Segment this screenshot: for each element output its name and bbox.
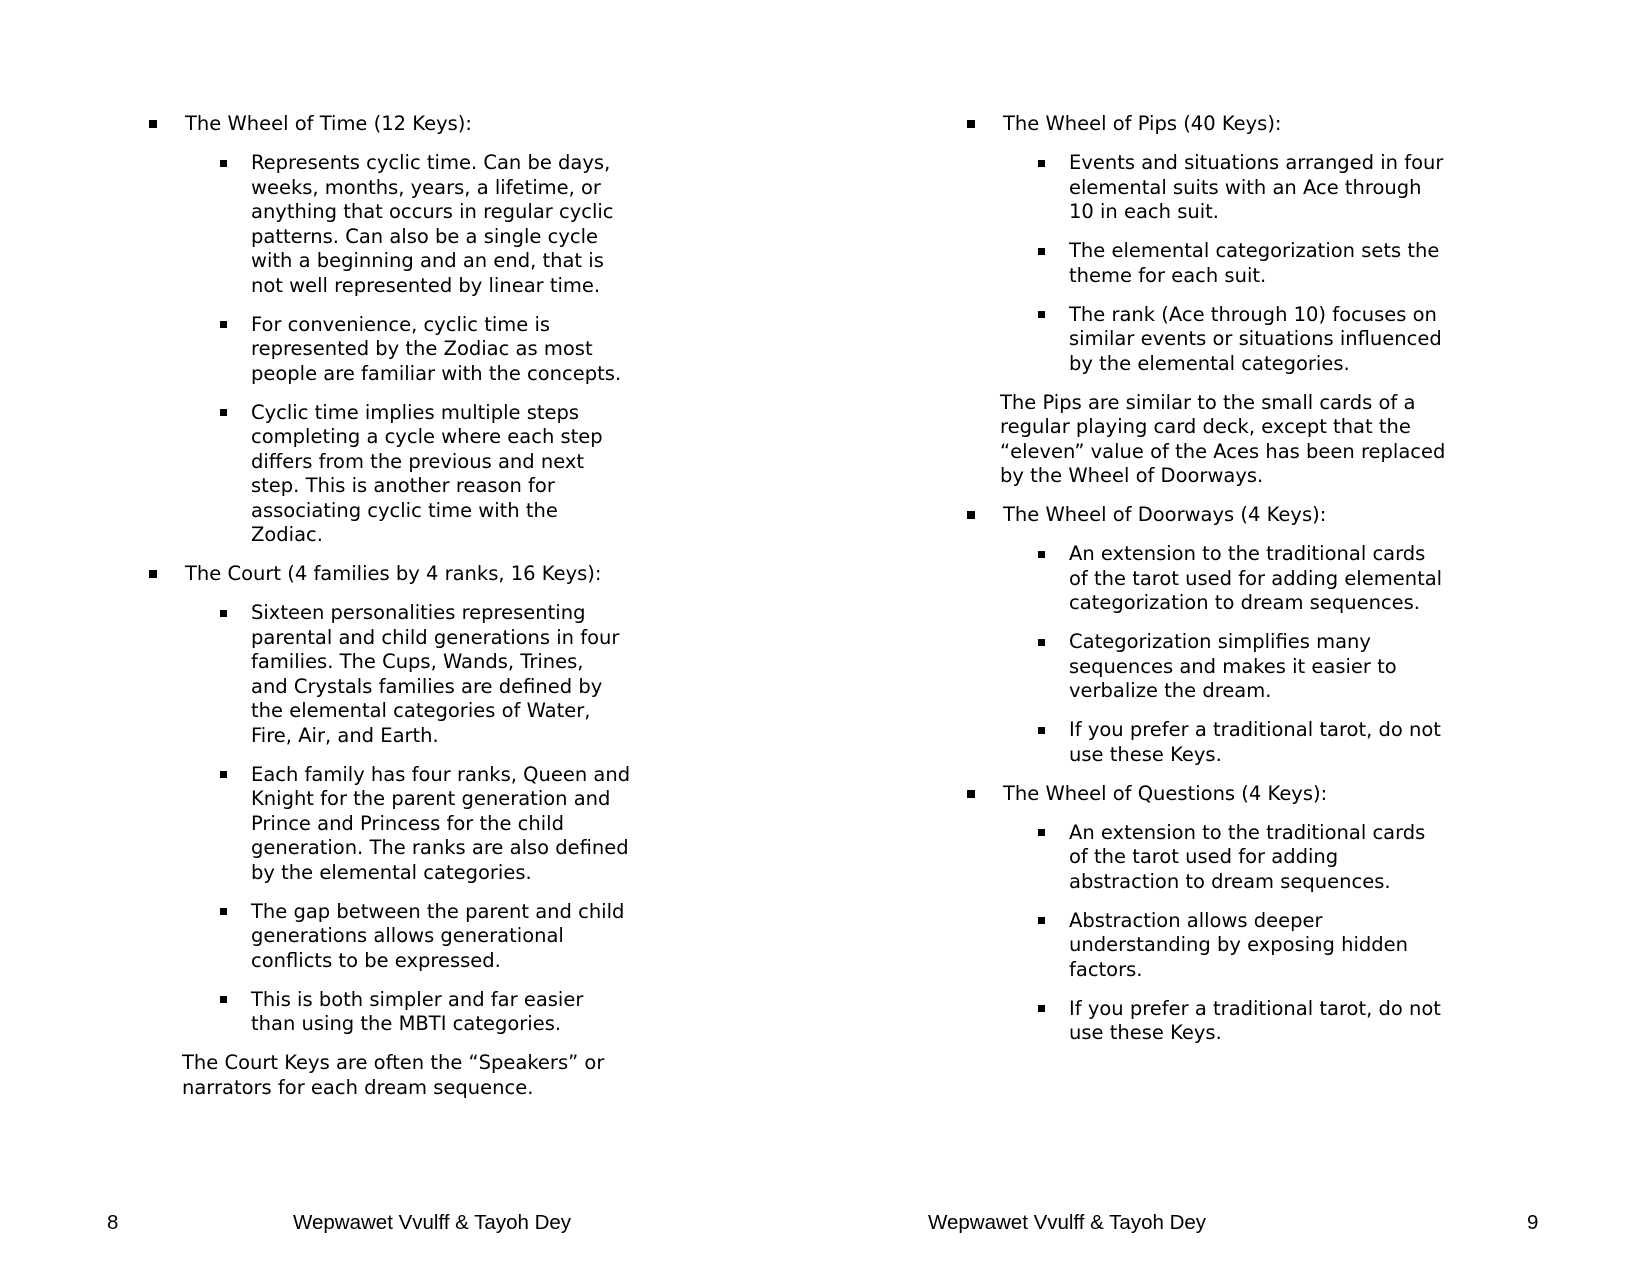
text-line: Knight for the parent generation and	[251, 787, 611, 810]
text-line: step. This is another reason for	[251, 474, 555, 497]
bullet-square-icon	[220, 321, 227, 328]
text-line: generations allows generational	[251, 924, 564, 947]
text-lines	[1069, 542, 1586, 616]
bullet-square-icon	[1038, 311, 1045, 318]
sub-bullet-item	[966, 821, 1586, 895]
bullet-item	[966, 503, 1586, 528]
bullet-square-icon	[1038, 248, 1045, 255]
bullet-square-icon	[967, 790, 975, 798]
page-left-content	[148, 112, 768, 1100]
text-line: with a beginning and an end, that is	[251, 249, 604, 272]
text-line: represented by the Zodiac as most	[251, 337, 593, 360]
running-footer-title-right: Wepwawet Vvulff & Tayoh Dey	[928, 1211, 1207, 1234]
text-line: The Wheel of Questions (4 Keys):	[1003, 781, 1328, 805]
text-lines	[1069, 821, 1586, 895]
sub-bullet-item	[148, 900, 768, 974]
text-line: The Wheel of Doorways (4 Keys):	[1003, 503, 1327, 526]
text-line: Cyclic time implies multiple steps	[251, 400, 580, 424]
text-line: An extension to the traditional cards	[1069, 820, 1426, 844]
bullet-square-icon	[220, 771, 227, 778]
text-line: understanding by exposing hidden	[1069, 933, 1408, 956]
text-line: verbalize the dream.	[1069, 679, 1272, 702]
text-line: elemental suits with an Ace through	[1069, 175, 1422, 199]
sub-bullet-item	[966, 303, 1586, 377]
text-line: Categorization simplifies many	[1069, 630, 1371, 653]
text-line: of the tarot used for adding	[1069, 845, 1339, 868]
text-line: The Pips are similar to the small cards of a	[1000, 390, 1416, 414]
bullet-square-icon	[220, 996, 227, 1003]
sub-bullet-item	[966, 239, 1586, 288]
text-line: associating cyclic time with the	[251, 498, 558, 522]
text-lines	[185, 112, 768, 137]
text-lines	[1003, 112, 1586, 137]
text-lines	[251, 401, 768, 548]
bullet-square-icon	[1038, 1005, 1045, 1012]
sub-bullet-item	[966, 909, 1586, 983]
text-line: patterns. Can also be a single cycle	[251, 224, 599, 248]
text-line: Represents cyclic time. Can be days,	[251, 151, 611, 174]
text-lines	[251, 151, 768, 298]
text-line: An extension to the traditional cards	[1069, 542, 1426, 565]
text-lines	[1069, 630, 1586, 704]
text-line: The Court Keys are often the “Speakers” or	[182, 1051, 605, 1074]
running-footer-title-left: Wepwawet Vvulff & Tayoh Dey	[293, 1211, 572, 1234]
bullet-square-icon	[220, 160, 227, 167]
bullet-square-icon	[149, 120, 157, 128]
text-lines	[251, 601, 768, 748]
text-lines	[1069, 909, 1586, 983]
text-line: categorization to dream sequences.	[1069, 591, 1420, 614]
paragraph	[148, 1051, 768, 1100]
paragraph	[966, 391, 1586, 489]
bullet-square-icon	[220, 610, 227, 617]
sub-bullet-item	[148, 988, 768, 1037]
text-line: by the elemental categories.	[1069, 351, 1350, 375]
text-lines	[251, 763, 768, 886]
bullet-square-icon	[1038, 917, 1045, 924]
bullet-square-icon	[220, 908, 227, 915]
sub-bullet-item	[148, 151, 768, 298]
text-line: similar events or situations influenced	[1069, 327, 1442, 350]
text-line: regular playing card deck, except that the	[1000, 415, 1411, 438]
bullet-square-icon	[1038, 160, 1045, 167]
text-line: The Wheel of Time (12 Keys):	[185, 112, 472, 135]
text-line: of the tarot used for adding elemental	[1069, 566, 1443, 590]
text-line: generation. The ranks are also defined	[251, 836, 629, 859]
bullet-item	[966, 782, 1586, 807]
bullet-item	[966, 112, 1586, 137]
text-lines	[1069, 718, 1586, 767]
text-lines	[1069, 151, 1586, 225]
text-lines	[1069, 239, 1586, 288]
bullet-square-icon	[967, 511, 975, 519]
bullet-square-icon	[1038, 551, 1045, 558]
text-line: families. The Cups, Wands, Trines,	[251, 650, 584, 673]
text-line: use these Keys.	[1069, 742, 1222, 766]
text-line: “eleven” value of the Aces has been replaced	[1000, 439, 1446, 463]
text-line: and Crystals families are defined by	[251, 674, 603, 698]
text-line: by the elemental categories.	[251, 860, 532, 884]
text-line: sequences and makes it easier to	[1069, 654, 1397, 678]
text-lines	[251, 988, 768, 1037]
text-line: anything that occurs in regular cyclic	[251, 200, 614, 223]
text-line: than using the MBTI categories.	[251, 1012, 562, 1035]
text-line: Events and situations arranged in four	[1069, 151, 1444, 174]
text-lines	[251, 313, 768, 387]
text-line: The elemental categorization sets the	[1069, 239, 1440, 262]
bullet-square-icon	[149, 570, 157, 578]
bullet-square-icon	[220, 409, 227, 416]
text-lines	[1000, 391, 1586, 489]
text-line: Prince and Princess for the child	[251, 811, 564, 835]
text-line: not well represented by linear time.	[251, 273, 601, 297]
text-line: conflicts to be expressed.	[251, 948, 501, 972]
sub-bullet-item	[966, 151, 1586, 225]
text-lines	[1069, 997, 1586, 1046]
text-line: If you prefer a traditional tarot, do not	[1069, 718, 1441, 741]
text-line: The rank (Ace through 10) focuses on	[1069, 302, 1437, 326]
bullet-square-icon	[1038, 639, 1045, 646]
text-line: This is both simpler and far easier	[251, 987, 584, 1011]
text-line: weeks, months, years, a lifetime, or	[251, 175, 601, 199]
sub-bullet-item	[148, 313, 768, 387]
text-line: abstraction to dream sequences.	[1069, 869, 1391, 893]
sub-bullet-item	[148, 401, 768, 548]
text-line: Abstraction allows deeper	[1069, 908, 1323, 932]
text-line: Each family has four ranks, Queen and	[251, 762, 631, 786]
text-line: Fire, Air, and Earth.	[251, 723, 439, 747]
bullet-item	[148, 112, 768, 137]
text-line: narrators for each dream sequence.	[182, 1075, 534, 1099]
sub-bullet-item	[148, 601, 768, 748]
text-lines	[185, 562, 768, 587]
bullet-square-icon	[1038, 829, 1045, 836]
text-line: completing a cycle where each step	[251, 425, 603, 448]
text-line: parental and child generations in four	[251, 625, 620, 649]
text-lines	[182, 1051, 768, 1100]
text-lines	[1069, 303, 1586, 377]
text-lines	[1003, 782, 1586, 807]
text-lines	[1003, 503, 1586, 528]
text-line: people are familiar with the concepts.	[251, 361, 622, 385]
text-line: For convenience, cyclic time is	[251, 312, 551, 336]
bullet-square-icon	[967, 120, 975, 128]
sub-bullet-item	[148, 763, 768, 886]
text-line: differs from the previous and next	[251, 449, 585, 473]
sub-bullet-item	[966, 997, 1586, 1046]
text-line: The Wheel of Pips (40 Keys):	[1003, 112, 1282, 135]
bullet-item	[148, 562, 768, 587]
page-number-right: 9	[1527, 1211, 1539, 1234]
text-line: use these Keys.	[1069, 1021, 1222, 1044]
text-line: factors.	[1069, 957, 1143, 981]
sub-bullet-item	[966, 542, 1586, 616]
text-line: The Court (4 families by 4 ranks, 16 Keys):	[185, 562, 602, 585]
page-right-content	[966, 112, 1586, 1046]
page-number-left: 8	[107, 1211, 119, 1234]
text-line: Sixteen personalities representing	[251, 601, 586, 624]
text-line: the elemental categories of Water,	[251, 699, 591, 722]
text-lines	[251, 900, 768, 974]
text-line: by the Wheel of Doorways.	[1000, 464, 1264, 487]
bullet-square-icon	[1038, 727, 1045, 734]
text-line: 10 in each suit.	[1069, 200, 1219, 223]
text-line: The gap between the parent and child	[251, 899, 625, 923]
text-line: Zodiac.	[251, 523, 323, 546]
sub-bullet-item	[966, 630, 1586, 704]
text-line: theme for each suit.	[1069, 263, 1267, 287]
sub-bullet-item	[966, 718, 1586, 767]
text-line: If you prefer a traditional tarot, do not	[1069, 996, 1441, 1020]
